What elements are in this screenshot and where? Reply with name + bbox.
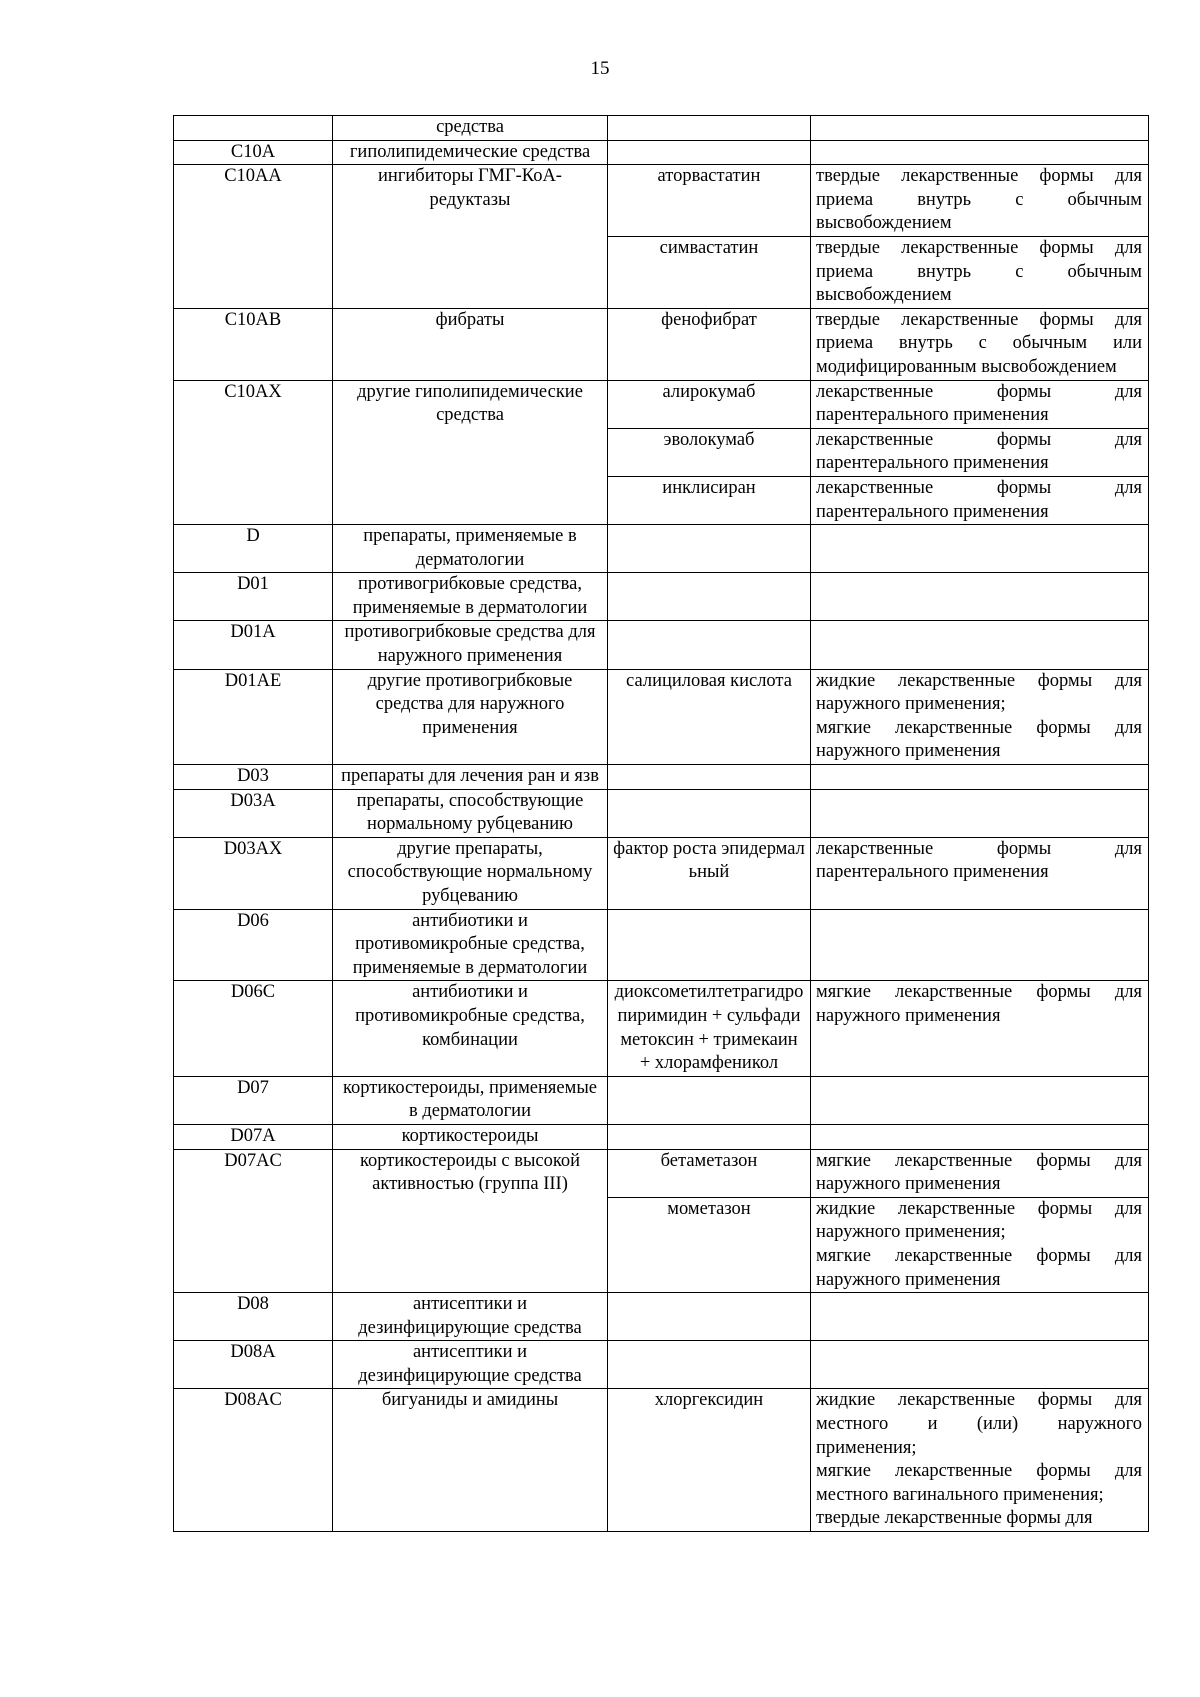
atc-code-cell: D01AE [174,669,333,764]
table-row [174,765,1149,790]
dosage-form-text: твердые лекарственные формы для приема внутрь с обычным или модифицированным высвобождением [816,309,1142,377]
atc-code-cell: D03AX [174,837,333,909]
dosage-form-text: мягкие лекарственные формы для наружного применения [816,1150,1142,1195]
atc-code-cell [174,116,333,141]
anatomical-group-cell: ингибиторы ГМГ-КоА-редуктазы [333,165,608,309]
dosage-form-cell [811,1076,1149,1124]
anatomical-group-cell: кортикостероиды с высокой активностью (группа III) [333,1149,608,1293]
anatomical-group-cell: противогрибковые средства для наружного применения [333,621,608,669]
drug-name-cell [608,765,811,790]
anatomical-group-cell: антисептики и дезинфицирующие средства [333,1293,608,1341]
anatomical-group-cell: бигуаниды и амидины [333,1389,608,1532]
dosage-form-text: жидкие лекарственные формы для наружного применения; [816,670,1142,715]
table-row [174,308,1149,380]
drug-name-cell [608,1076,811,1124]
drug-name-cell: фенофибрат [608,308,811,380]
dosage-form-cell [811,476,1149,524]
dosage-form-text: лекарственные формы для парентерального применения [816,838,1142,883]
table-body [174,116,1149,1532]
dosage-form-cell [811,1293,1149,1341]
table-row [174,909,1149,981]
dosage-form-cell [811,1124,1149,1149]
drug-name-cell [608,116,811,141]
table-row [174,1293,1149,1341]
page-number: 15 [590,58,610,79]
drug-name-cell [608,909,811,981]
atc-code-cell: C10AX [174,380,333,525]
table-row [174,116,1149,141]
table-row [174,1124,1149,1149]
dosage-form-cell [811,140,1149,165]
table-row [174,525,1149,573]
dosage-form-text: мягкие лекарственные формы для наружного применения [816,1245,1142,1290]
atc-code-cell: D03 [174,765,333,790]
anatomical-group-cell: фибраты [333,308,608,380]
drug-name-cell: хлоргексидин [608,1389,811,1532]
dosage-form-cell [811,669,1149,764]
atc-code-cell: D08AC [174,1389,333,1532]
anatomical-group-cell: антибиотики и противомикробные средства, комбинации [333,981,608,1076]
anatomical-group-cell: другие противогрибковые средства для наружного применения [333,669,608,764]
drug-name-cell: алирокумаб [608,380,811,428]
drug-name-cell: бетаметазон [608,1149,811,1197]
atc-code-cell: D08A [174,1341,333,1389]
drug-name-cell [608,621,811,669]
atc-code-cell: D07A [174,1124,333,1149]
drug-name-cell [608,789,811,837]
drug-name-cell: салициловая кислота [608,669,811,764]
drug-name-cell [608,1341,811,1389]
dosage-form-cell [811,621,1149,669]
dosage-form-text: твердые лекарственные формы для приема внутрь с обычным высвобождением [816,237,1142,306]
atc-code-cell: D07AC [174,1149,333,1293]
dosage-form-text: лекарственные формы для парентерального применения [816,381,1142,426]
table-row [174,1389,1149,1532]
drug-name-cell [608,1293,811,1341]
table-row [174,837,1149,909]
dosage-form-text: мягкие лекарственные формы для местного вагинального применения; [816,1461,1142,1505]
anatomical-group-cell: антибиотики и противомикробные средства, применяемые в дерматологии [333,909,608,981]
drug-name-cell: диоксометилтетрагидропиримидин + сульфадиметоксин + тримекаин + хлорамфеникол [608,981,811,1076]
dosage-form-text: лекарственные формы для парентерального применения [816,429,1142,474]
dosage-form-cell [811,909,1149,981]
drug-name-cell: мометазон [608,1197,811,1292]
table-row [174,1076,1149,1124]
dosage-form-cell [811,1389,1149,1532]
atc-code-cell: C10AA [174,165,333,309]
table-row [174,140,1149,165]
anatomical-group-cell: препараты для лечения ран и язв [333,765,608,790]
drug-name-cell [608,140,811,165]
anatomical-group-cell: другие гиполипидемические средства [333,380,608,525]
anatomical-group-cell: гиполипидемические средства [333,140,608,165]
dosage-form-text: лекарственные формы для парентерального применения [816,477,1142,522]
dosage-form-text: твердые лекарственные формы для [816,1508,1093,1529]
medicines-table [173,115,1149,1532]
dosage-form-cell [811,837,1149,909]
anatomical-group-cell: противогрибковые средства, применяемые в дерматологии [333,573,608,621]
table-row [174,981,1149,1076]
atc-code-cell: D [174,525,333,573]
dosage-form-cell [811,789,1149,837]
table-row [174,380,1149,428]
atc-code-cell: D01 [174,573,333,621]
atc-code-cell: D03A [174,789,333,837]
table-row [174,789,1149,837]
dosage-form-text: жидкие лекарственные формы для местного и (или) наружного применения; [816,1390,1142,1458]
table-row [174,165,1149,237]
drug-name-cell: инклисиран [608,476,811,524]
drug-name-cell: фактор роста эпидермальный [608,837,811,909]
table-row [174,1341,1149,1389]
anatomical-group-cell: другие препараты, способствующие нормальному рубцеванию [333,837,608,909]
dosage-form-cell [811,1149,1149,1197]
atc-code-cell: D06 [174,909,333,981]
atc-code-cell: C10AB [174,308,333,380]
anatomical-group-cell: кортикостероиды [333,1124,608,1149]
dosage-form-text: мягкие лекарственные формы для наружного применения [816,717,1142,762]
table-row [174,573,1149,621]
dosage-form-cell [811,1197,1149,1292]
dosage-form-cell [811,525,1149,573]
drug-name-cell [608,1124,811,1149]
dosage-form-cell [811,1341,1149,1389]
anatomical-group-cell: препараты, применяемые в дерматологии [333,525,608,573]
anatomical-group-cell: антисептики и дезинфицирующие средства [333,1341,608,1389]
atc-code-cell: C10A [174,140,333,165]
atc-code-cell: D01A [174,621,333,669]
dosage-form-text: твердые лекарственные формы для приема внутрь с обычным высвобождением [816,166,1142,234]
dosage-form-cell [811,236,1149,308]
dosage-form-cell [811,308,1149,380]
dosage-form-text: мягкие лекарственные формы для наружного применения [816,982,1142,1026]
anatomical-group-cell: кортикостероиды, применяемые в дерматологии [333,1076,608,1124]
dosage-form-cell [811,428,1149,476]
dosage-form-cell [811,573,1149,621]
drug-name-cell [608,573,811,621]
dosage-form-cell [811,765,1149,790]
dosage-form-cell [811,981,1149,1076]
drug-name-cell: аторвастатин [608,165,811,237]
table-row [174,669,1149,764]
atc-code-cell: D06C [174,981,333,1076]
dosage-form-cell [811,380,1149,428]
dosage-form-cell [811,165,1149,237]
dosage-form-cell [811,116,1149,141]
dosage-form-text: жидкие лекарственные формы для наружного применения; [816,1198,1142,1243]
table-row [174,1149,1149,1197]
anatomical-group-cell: средства [333,116,608,141]
drug-name-cell: эволокумаб [608,428,811,476]
anatomical-group-cell: препараты, способствующие нормальному рубцеванию [333,789,608,837]
table-row [174,621,1149,669]
atc-code-cell: D08 [174,1293,333,1341]
drug-name-cell [608,525,811,573]
atc-code-cell: D07 [174,1076,333,1124]
drug-name-cell: симвастатин [608,236,811,308]
